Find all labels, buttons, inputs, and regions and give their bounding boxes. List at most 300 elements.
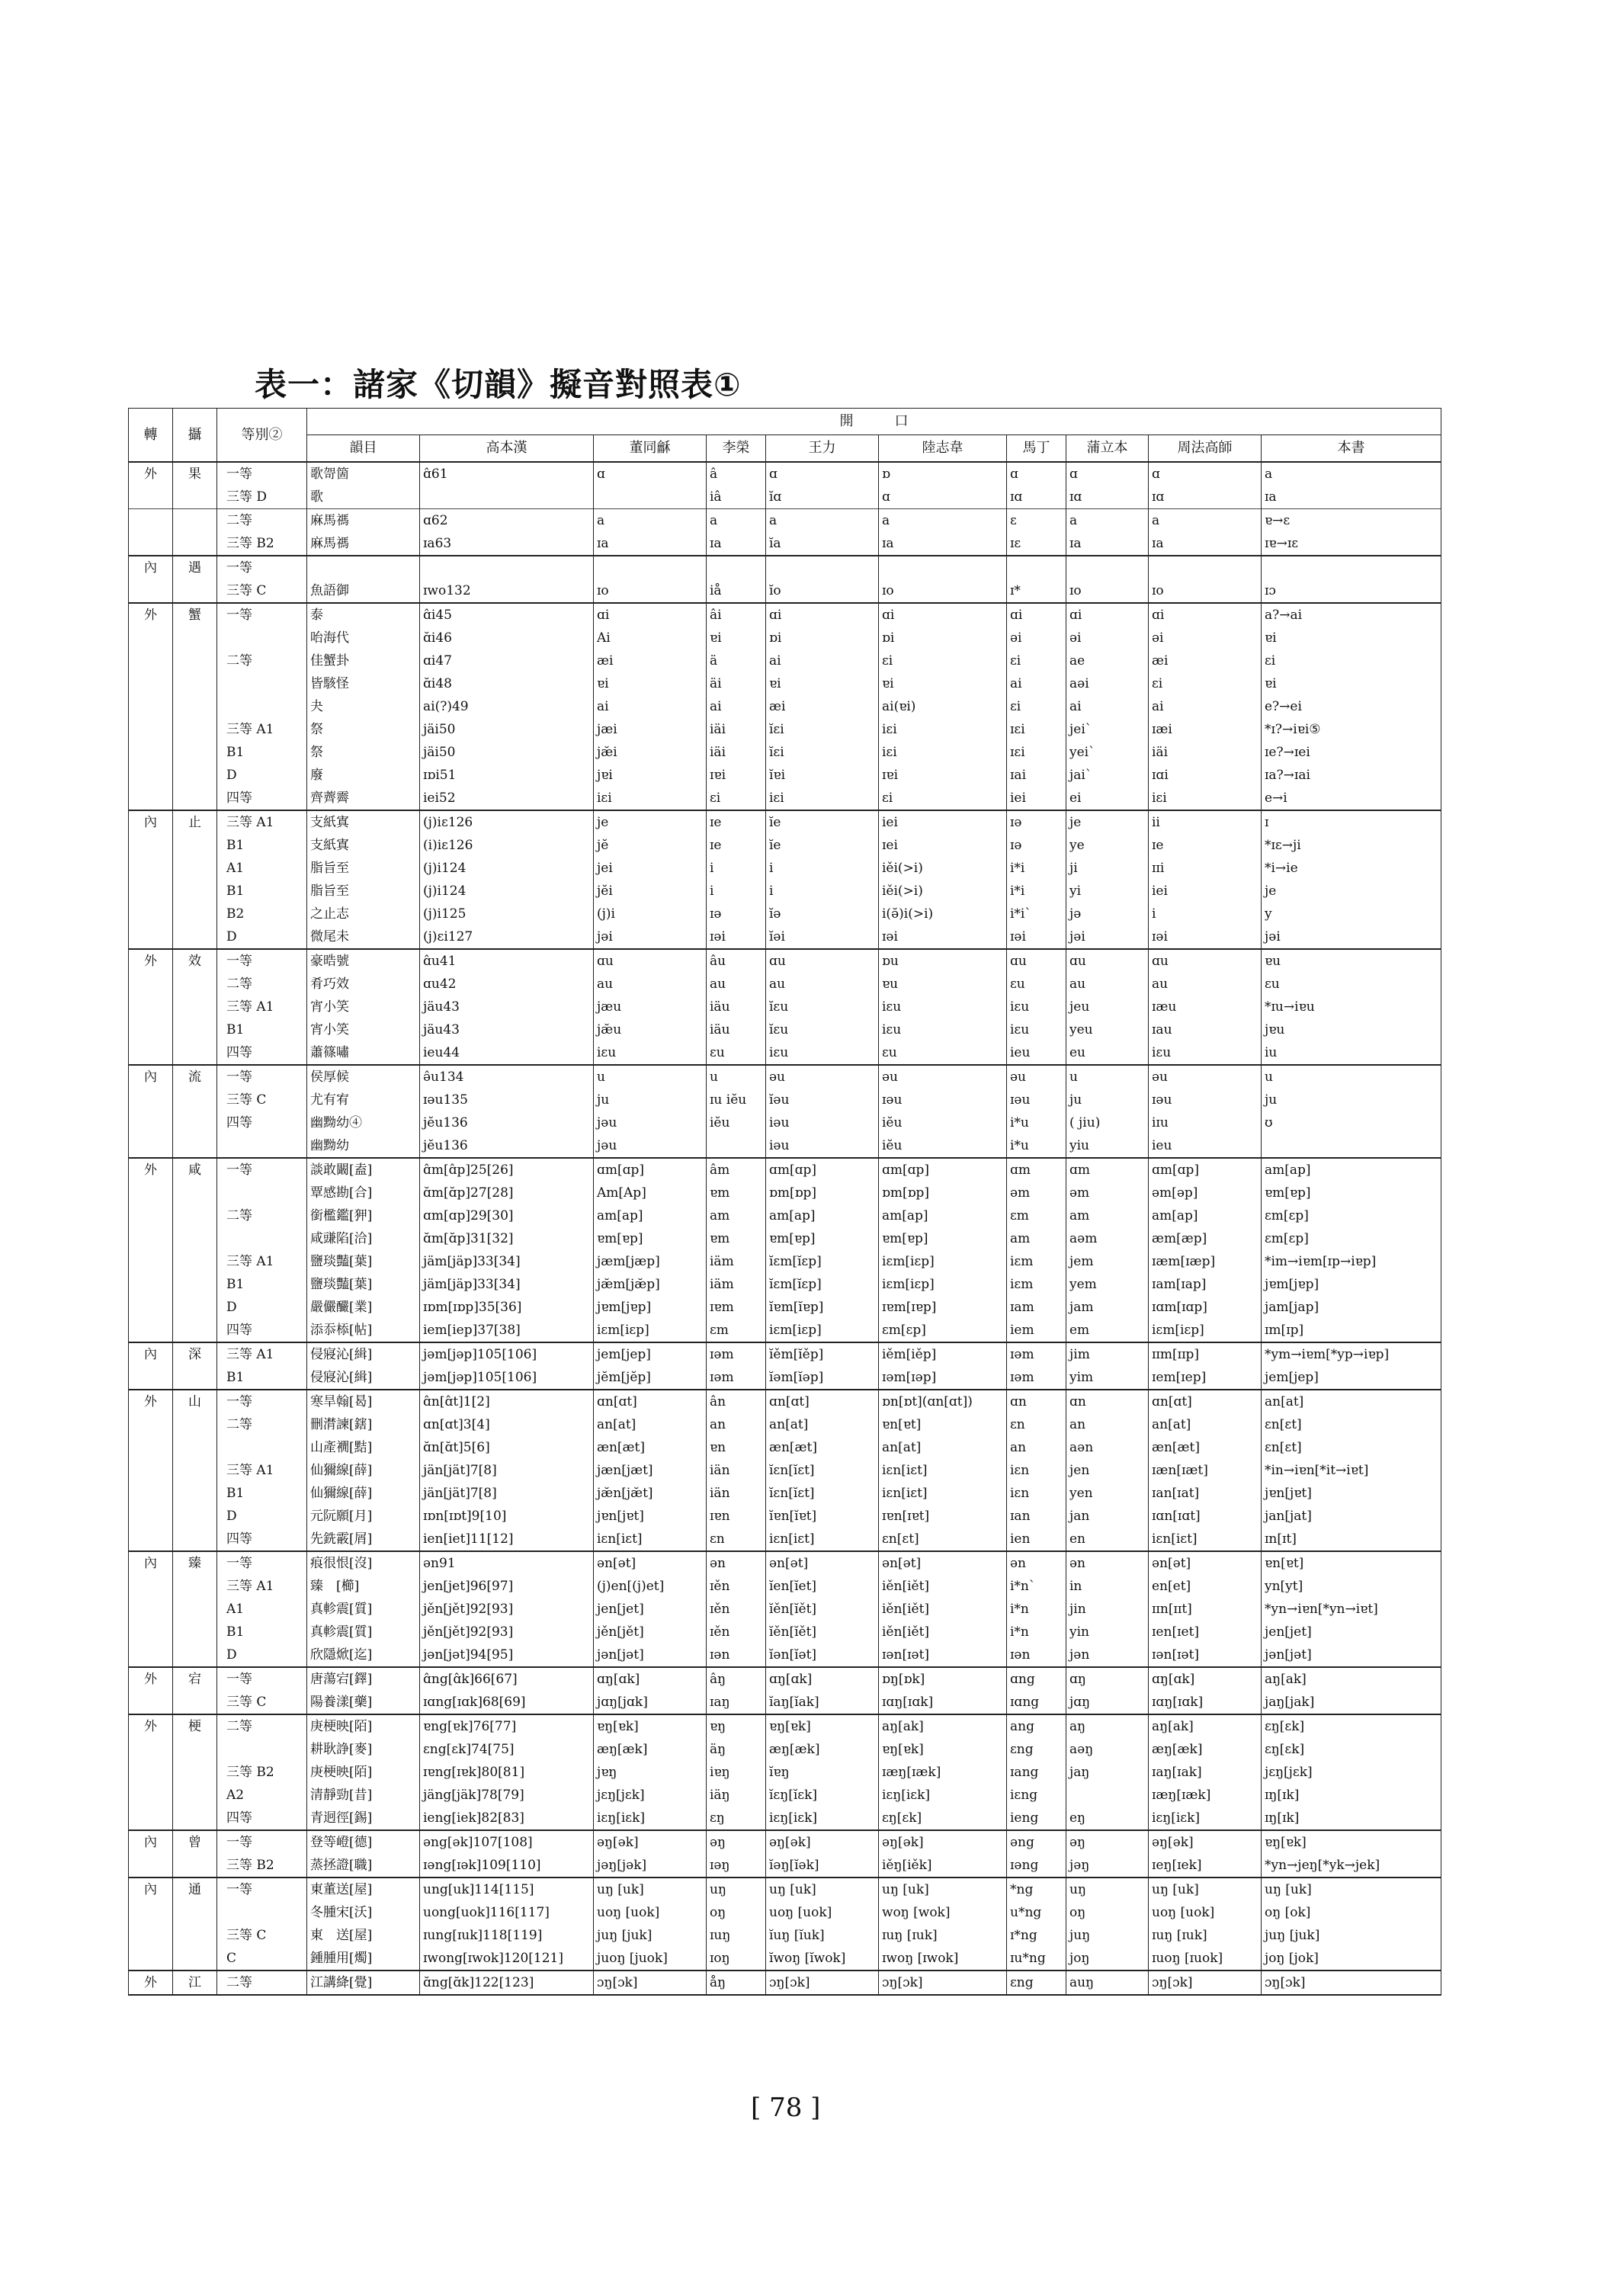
table-cell: ɒŋ[ɒk] [879,1667,1007,1691]
table-cell: ɪəi [707,925,766,949]
table-cell: u [707,1065,766,1089]
table-cell: əŋ[ək] [766,1830,879,1854]
table-cell: 歌哿箇 [307,462,420,486]
table-cell: ĭɐn[ĭɐt] [766,1505,879,1528]
table-cell: iɛm[iɛp] [594,1319,707,1342]
table-cell: jæn[jæt] [594,1459,707,1482]
table-cell: əng [1007,1830,1066,1854]
table-cell: ɐ→ɛ [1262,509,1441,533]
table-cell [129,1575,173,1598]
table-cell: am[ap] [594,1204,707,1227]
table-cell: jɛŋ[jɛk] [594,1784,707,1807]
table-cell: ɪəu135 [420,1089,594,1111]
table-cell [173,787,217,810]
table-cell: äi [707,672,766,695]
table-cell: em [1066,1319,1149,1342]
table-cell: 內 [129,556,173,579]
table-cell: 一等 [217,556,307,579]
table-cell: aəm [1066,1227,1149,1250]
table-cell [129,1111,173,1134]
table-cell: ɛn[ɛt] [1262,1413,1441,1436]
table-cell: iäi [707,718,766,741]
table-cell: (j)i124 [420,880,594,903]
table-cell: ɑu [1066,949,1149,973]
table-cell: ɛŋ [707,1807,766,1830]
table-cell: jen [1066,1459,1149,1482]
table-cell: ɛn [707,1528,766,1551]
table-cell: juŋ [juk] [1262,1924,1441,1947]
table-cell: ĭɛm[ĭɛp] [766,1250,879,1273]
table-cell: 覃感勘[合] [307,1182,420,1204]
table-cell: iɛi [766,787,879,810]
table-cell: e→i [1262,787,1441,810]
table-cell: a [1262,462,1441,486]
table-cell: ɪɐng[ɪɐk]80[81] [420,1761,594,1784]
table-cell: ɒi [879,627,1007,649]
table-cell: ɑi [1149,603,1262,627]
table-cell: əi [1007,627,1066,649]
table-cell: *in→iɐn[*it→iɐt] [1262,1459,1441,1482]
table-cell: ɐi [879,672,1007,695]
table-cell: 一等 [217,603,307,627]
table-cell: ɛŋ[ɛk] [879,1807,1007,1830]
table-cell: ɪeŋ[ɪek] [1149,1854,1262,1878]
table-cell: iei [1007,787,1066,810]
table-cell: D [217,764,307,787]
table-cell: 咍海代 [307,627,420,649]
table-cell: jæm[jæp] [594,1250,707,1273]
table-row [129,672,1441,695]
table-cell: 齊薺霽 [307,787,420,810]
table-cell: D [217,925,307,949]
table-cell: ɑu [1007,949,1066,973]
table-cell [173,1134,217,1158]
table-cell: 元阮願[月] [307,1505,420,1528]
table-cell: ĭɑ [766,486,879,509]
table-cell: 蟹 [173,603,217,627]
table-cell: 寒旱翰[曷] [307,1390,420,1413]
table-cell [129,1598,173,1621]
table-cell: iɛn[iɛt] [766,1528,879,1551]
table-cell: uŋ [uk] [1262,1878,1441,1901]
table-cell: ɛi [1149,672,1262,695]
table-cell: 先銑霰[屑] [307,1528,420,1551]
table-cell: 魚語御 [307,579,420,603]
table-cell: i*n [1007,1598,1066,1621]
table-cell [307,556,420,579]
table-cell: iɛu [879,996,1007,1018]
table-cell [129,1924,173,1947]
table-cell: jæ̆i [594,741,707,764]
table-cell: iɛn[iɛt] [1149,1528,1262,1551]
table-cell: aŋ [1066,1714,1149,1738]
table-cell: juŋ [1066,1924,1149,1947]
table-cell: ɪoŋ [707,1947,766,1971]
table-cell: a [766,509,879,533]
table-cell: jɑŋ[jɑk] [594,1691,707,1714]
table-cell: æm[æp] [1149,1227,1262,1250]
table-cell: jei [594,857,707,880]
table-cell [766,556,879,579]
table-cell: ii [1149,810,1262,834]
table-row [129,880,1441,903]
table-cell: A1 [217,857,307,880]
table-cell: an [1007,1436,1066,1459]
table-cell: ɪɑ [1149,486,1262,509]
table-cell: 尤有宥 [307,1089,420,1111]
table-cell: ɛm[ɛp] [1262,1204,1441,1227]
table-cell: iɛm[iɛp] [879,1250,1007,1273]
table-row [129,741,1441,764]
table-cell: ɛu [707,1041,766,1065]
table-cell: əu [879,1065,1007,1089]
table-cell: 侯厚候 [307,1065,420,1089]
table-cell: ɪæi [1149,718,1262,741]
table-cell: ɪěn [707,1575,766,1598]
table-cell [173,741,217,764]
table-cell: ɛn [1007,1413,1066,1436]
table-cell [173,695,217,718]
table-cell: ĭɛn[ĭɛt] [766,1459,879,1482]
table-cell: ɐm[ɐp] [879,1227,1007,1250]
table-cell: je [1262,880,1441,903]
table-cell: æn[æt] [1149,1436,1262,1459]
table-cell: 微尾未 [307,925,420,949]
table-cell: ĭəŋ[ĭək] [766,1854,879,1878]
table-cell: iäu [707,996,766,1018]
table-cell: jĕu136 [420,1111,594,1134]
table-cell: jəi [594,925,707,949]
table-row [129,1807,1441,1830]
table-cell: *i→ie [1262,857,1441,880]
table-cell: ɪang [1007,1761,1066,1784]
table-cell: ieng [1007,1807,1066,1830]
table-row [129,1878,1441,1901]
table-cell: jəŋ [1066,1854,1149,1878]
table-cell: yiu [1066,1134,1149,1158]
table-cell: ɒ [879,462,1007,486]
table-cell: ɪe?→ɪei [1262,741,1441,764]
table-cell: iäm [707,1273,766,1296]
table-cell: ɪa?→ɪai [1262,764,1441,787]
table-cell: aəŋ [1066,1738,1149,1761]
table-cell [173,1227,217,1250]
col-header-karlgren: 高本漢 [420,435,594,463]
table-row [129,509,1441,533]
table-cell: 蒸拯證[職] [307,1854,420,1878]
table-cell: ɪwo132 [420,579,594,603]
table-cell [173,1598,217,1621]
table-cell: 一等 [217,949,307,973]
table-cell [173,1505,217,1528]
table-cell: ɑi [766,603,879,627]
table-cell: uŋ [1066,1878,1149,1901]
table-cell: ɑ̂m[ɑ̂p]25[26] [420,1158,594,1182]
table-cell [173,903,217,925]
table-cell: ɑn [1066,1390,1149,1413]
table-cell [173,1018,217,1041]
table-cell: iəu [766,1134,879,1158]
table-cell: ĭəi [766,925,879,949]
table-cell: jĕu136 [420,1134,594,1158]
table-cell: 真軫震[質] [307,1621,420,1643]
table-cell: ɐi [1262,672,1441,695]
table-cell: Ai [594,627,707,649]
table-cell: ɪɐ→ɪɛ [1262,532,1441,556]
table-cell [129,579,173,603]
table-cell: jäu43 [420,1018,594,1041]
table-cell: an[at] [879,1436,1007,1459]
table-cell: ju [1066,1089,1149,1111]
table-cell: ɪɐi [707,764,766,787]
table-cell: 痕很恨[沒] [307,1551,420,1575]
table-row [129,579,1441,603]
table-cell: ai(?)49 [420,695,594,718]
table-cell [129,1482,173,1505]
table-cell: iɛn [1007,1482,1066,1505]
table-cell: uoŋ [uok] [1149,1901,1262,1924]
table-cell: ɑn [1007,1390,1066,1413]
table-row [129,1319,1441,1342]
table-cell: jaŋ [1066,1761,1149,1784]
table-cell: ɐn[ɐt] [1262,1551,1441,1575]
table-cell [173,925,217,949]
table-cell: ɪəu [1007,1089,1066,1111]
table-cell: ye [1066,834,1149,857]
table-cell: əŋ[ək] [594,1830,707,1854]
table-cell [129,1761,173,1784]
table-row [129,903,1441,925]
table-cell: iĕu [879,1111,1007,1134]
table-cell: æn[æt] [594,1436,707,1459]
table-cell: ɑ̂i45 [420,603,594,627]
table-cell [217,1738,307,1761]
table-cell: jen[jet] [594,1598,707,1621]
table-cell [594,486,707,509]
table-cell: a [594,509,707,533]
table-cell: yi [1066,880,1149,903]
table-cell: B1 [217,741,307,764]
table-cell: a [707,509,766,533]
table-cell: am[ap] [1262,1158,1441,1182]
table-cell [173,1947,217,1971]
table-cell: jäu43 [420,996,594,1018]
table-cell: am[ap] [1149,1204,1262,1227]
table-cell: 外 [129,1971,173,1995]
table-cell: ɪɑi [1149,764,1262,787]
table-cell [129,718,173,741]
table-cell: (j)iɛ126 [420,810,594,834]
table-cell: am [1066,1204,1149,1227]
header-row-columns [129,435,1441,463]
table-cell [173,973,217,996]
table-cell: ɐŋ [707,1714,766,1738]
table-cell: ɪɑm[ɪɑp] [1149,1296,1262,1319]
table-cell: jäi50 [420,741,594,764]
table-cell: 刪潸諫[鎋] [307,1413,420,1436]
table-cell [129,627,173,649]
table-row [129,949,1441,973]
table-row [129,1830,1441,1854]
table-cell: jĕm[jĕp] [594,1366,707,1390]
table-cell: jaŋ[jak] [1262,1691,1441,1714]
table-cell: ɔŋ[ɔk] [766,1971,879,1995]
table-cell [129,903,173,925]
table-cell: ɐm[ɐp] [594,1227,707,1250]
table-row [129,1854,1441,1878]
table-cell: 蕭篠嘯 [307,1041,420,1065]
table-cell: ɛi [879,649,1007,672]
table-cell: joŋ [1066,1947,1149,1971]
table-cell: 內 [129,1551,173,1575]
table-cell [217,1182,307,1204]
table-cell: ɪo [879,579,1007,603]
table-cell: ae [1066,649,1149,672]
table-cell [129,1134,173,1158]
table-cell: i*u [1007,1134,1066,1158]
table-cell: ən[ət] [766,1551,879,1575]
table-row [129,695,1441,718]
table-cell: ɑ62 [420,509,594,533]
table-cell: 麻馬禡 [307,509,420,533]
table-cell [173,1436,217,1459]
table-cell: iɛm[iɛp] [1149,1319,1262,1342]
table-row [129,1714,1441,1738]
table-cell: 三等 C [217,1089,307,1111]
table-cell: ɑm[ɑp]29[30] [420,1204,594,1227]
table-cell: aəi [1066,672,1149,695]
reconstruction-table [128,408,1441,1996]
table-cell [173,1691,217,1714]
table-cell [129,925,173,949]
table-cell [129,1621,173,1643]
table-cell: ɪu*ng [1007,1947,1066,1971]
table-cell [129,880,173,903]
table-cell: ɛŋ[ɛk] [1262,1714,1441,1738]
table-row [129,1018,1441,1041]
table-cell: ɛm [1007,1204,1066,1227]
table-cell: ɪung[ɪuk]118[119] [420,1924,594,1947]
table-cell [129,1413,173,1436]
table-cell: 外 [129,1158,173,1182]
table-cell [217,1227,307,1250]
table-cell: B1 [217,1482,307,1505]
table-cell: jæ̆u [594,1018,707,1041]
table-cell: 效 [173,949,217,973]
table-cell: jam[jap] [1262,1296,1441,1319]
table-cell: iei52 [420,787,594,810]
table-cell: 外 [129,949,173,973]
table-cell: ɪɑŋ[ɪɑk] [1149,1691,1262,1714]
table-cell: iäu [707,1018,766,1041]
table-cell: yim [1066,1366,1149,1390]
col-header-lu: 陸志韋 [879,435,1007,463]
table-cell: ɪəi [1149,925,1262,949]
table-cell: ən[ət] [879,1551,1007,1575]
table-row [129,1134,1441,1158]
table-cell: jem[jep] [1262,1366,1441,1390]
table-cell: iɛng [1007,1784,1066,1807]
table-cell: ɪwong[ɪwok]120[121] [420,1947,594,1971]
table-cell [173,996,217,1018]
table-cell: 祭 [307,741,420,764]
table-cell: ɪen[ɪet] [1149,1621,1262,1643]
table-cell: əu [1007,1065,1066,1089]
table-cell: jeu [1066,996,1149,1018]
table-cell: ɑ̂61 [420,462,594,486]
table-cell [129,1296,173,1319]
table-cell: uŋ [uk] [1149,1878,1262,1901]
table-cell: iěn[iět] [879,1598,1007,1621]
table-row [129,764,1441,787]
table-cell [129,1807,173,1830]
table-cell [594,556,707,579]
table-cell: i [707,880,766,903]
table-cell [1066,556,1149,579]
table-cell [173,1250,217,1273]
table-cell: âm [707,1158,766,1182]
table-row [129,1111,1441,1134]
table-cell: jěn[jět]92[93] [420,1598,594,1621]
table-cell: â [707,462,766,486]
table-cell: ɐŋ[ɐk] [594,1714,707,1738]
table-cell: ɪuŋ [ɪuk] [879,1924,1007,1947]
table-cell: ai(ɐi) [879,695,1007,718]
table-cell: ɛn[ɛt] [1262,1436,1441,1459]
table-cell: uŋ [uk] [879,1878,1007,1901]
table-cell: 二等 [217,1413,307,1436]
table-cell: jəm[jəp]105[106] [420,1366,594,1390]
table-row [129,1575,1441,1598]
table-cell: ĭɛm[ĭɛp] [766,1273,879,1296]
table-cell: (j)i [594,903,707,925]
table-cell: ɪən[ɪət] [1149,1643,1262,1667]
table-cell: i [1149,903,1262,925]
table-row [129,1227,1441,1250]
table-cell: ɪəm [1007,1342,1066,1366]
table-cell: ɔŋ[ɔk] [879,1971,1007,1995]
table-cell: uoŋ [uok] [594,1901,707,1924]
table-cell: 鍾腫用[燭] [307,1947,420,1971]
table-cell: ɐu [1262,949,1441,973]
table-cell: iɛu [766,1041,879,1065]
table-cell: ɪe [707,834,766,857]
table-cell: 四等 [217,1041,307,1065]
table-cell: 內 [129,1065,173,1089]
table-cell [173,1621,217,1643]
table-cell: 臻 [櫛] [307,1575,420,1598]
table-cell: am [707,1204,766,1227]
table-cell: ɛn[ɛt] [879,1528,1007,1551]
table-cell: ĭən[ĭət] [766,1643,879,1667]
table-cell [217,1901,307,1924]
table-cell: i*u [1007,1111,1066,1134]
table-cell: jin [1066,1598,1149,1621]
table-cell: *ɪɛ→ji [1262,834,1441,857]
table-cell: ɑ̆i46 [420,627,594,649]
table-row [129,1667,1441,1691]
table-cell: ieu [1149,1134,1262,1158]
table-cell: jæ̆n[jæ̆t] [594,1482,707,1505]
table-cell: ɪəu [879,1089,1007,1111]
table-cell: ɐi [766,672,879,695]
table-cell: iɛu [1007,1018,1066,1041]
table-row [129,1482,1441,1505]
table-cell: 通 [173,1878,217,1901]
table-cell [217,627,307,649]
table-cell: ɑn[ɑt] [1149,1390,1262,1413]
table-cell: 東 送[屋] [307,1924,420,1947]
